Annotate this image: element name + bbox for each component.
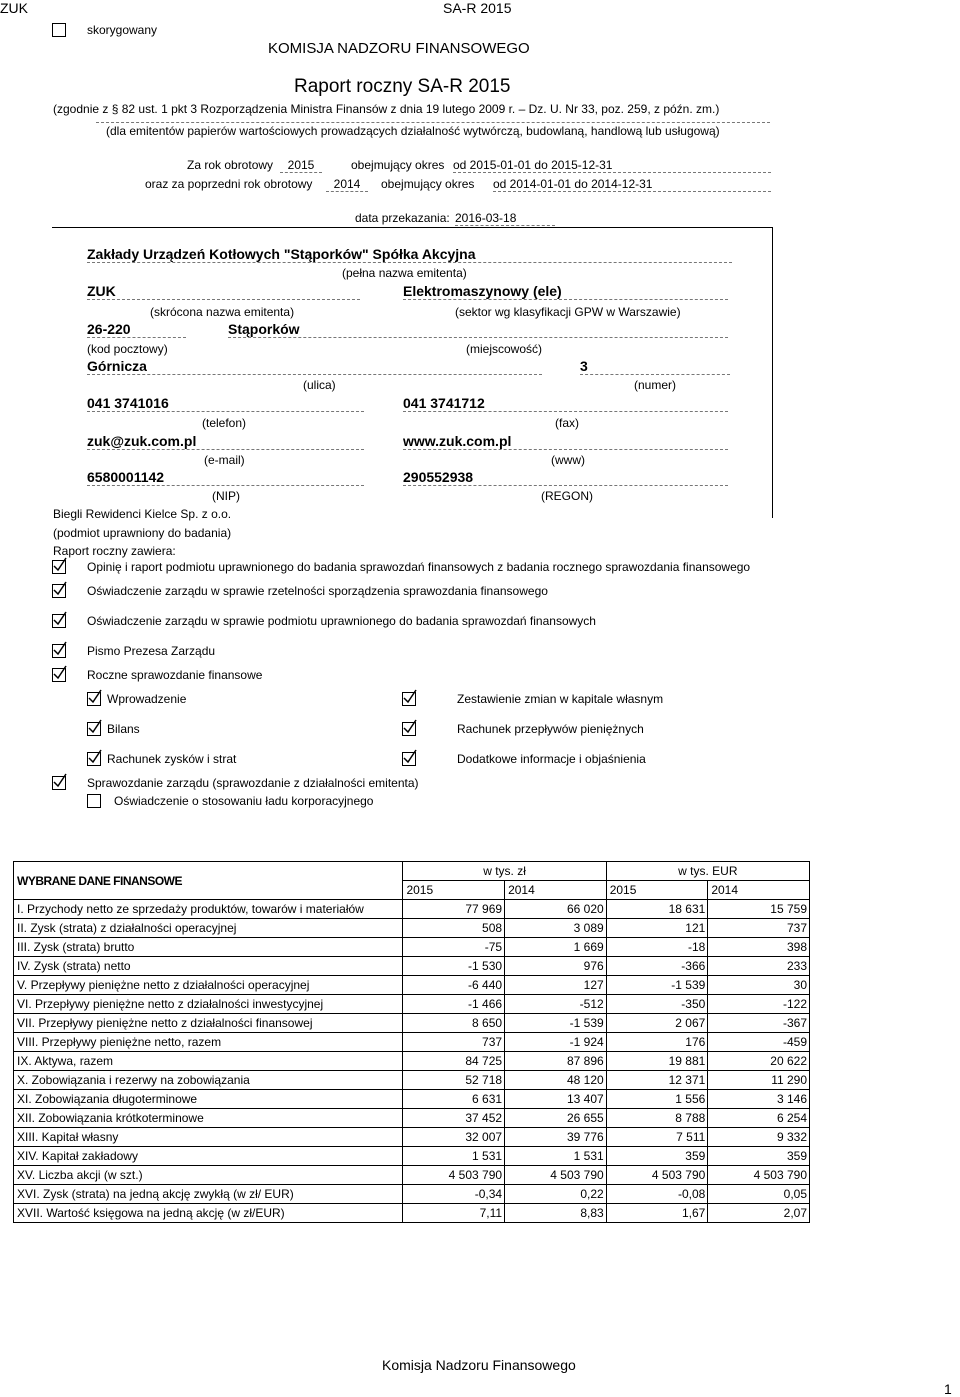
- street-number: 3: [580, 358, 730, 375]
- unit-eur: w tys. EUR: [606, 862, 809, 881]
- row-value: 4 503 790: [403, 1166, 505, 1185]
- row-value: 8 650: [403, 1014, 505, 1033]
- table-row: [14, 1185, 810, 1204]
- footer-authority: Komisja Nadzoru Finansowego: [382, 1357, 576, 1373]
- page-number: 1: [944, 1381, 952, 1397]
- row-value: -0,34: [403, 1185, 505, 1204]
- checkbox-reliability-statement[interactable]: [52, 584, 66, 598]
- row-value: 176: [606, 1033, 708, 1052]
- checkbox-governance-statement[interactable]: [87, 794, 101, 808]
- row-label: VIII. Przepływy pieniężne netto, razem: [14, 1033, 403, 1052]
- row-value: 7,11: [403, 1204, 505, 1223]
- current-covering-label: obejmujący okres: [351, 158, 445, 172]
- row-value: -18: [606, 938, 708, 957]
- checkbox-audit-opinion[interactable]: [52, 560, 66, 574]
- row-value: 1,67: [606, 1204, 708, 1223]
- row-value: 87 896: [505, 1052, 607, 1071]
- checkbox-annual-statements[interactable]: [52, 668, 66, 682]
- row-value: 121: [606, 919, 708, 938]
- item-annual-statements: Roczne sprawozdanie finansowe: [87, 668, 263, 682]
- current-year-label: Za rok obrotowy: [187, 158, 274, 172]
- row-value: 20 622: [708, 1052, 810, 1071]
- item-equity-changes: Zestawienie zmian w kapitale własnym: [457, 692, 664, 706]
- nip-caption: (NIP): [212, 489, 240, 503]
- row-value: 84 725: [403, 1052, 505, 1071]
- current-range: od 2015-01-01 do 2015-12-31: [453, 158, 771, 173]
- issuer-short-name: ZUK: [87, 283, 360, 300]
- item-audit-opinion: Opinię i raport podmiotu uprawnionego do badania sprawozdań finansowych z badania rocznego sprawozdania finansowego: [87, 560, 751, 574]
- table-row: [14, 957, 810, 976]
- submission-date: 2016-03-18: [455, 211, 555, 226]
- website[interactable]: www.zuk.com.pl: [403, 433, 728, 450]
- row-value: 18 631: [606, 900, 708, 919]
- email-caption: (e-mail): [204, 453, 245, 467]
- row-value: -1 924: [505, 1033, 607, 1052]
- postal-code: 26-220: [87, 321, 186, 338]
- row-value: 2 067: [606, 1014, 708, 1033]
- row-value: -1 539: [606, 976, 708, 995]
- year-header: 2014: [505, 881, 607, 900]
- authority-heading: KOMISJA NADZORU FINANSOWEGO: [268, 40, 530, 57]
- row-value: 1 531: [505, 1147, 607, 1166]
- phone-caption: (telefon): [202, 416, 247, 430]
- row-value: -0,08: [606, 1185, 708, 1204]
- row-value: -1 539: [505, 1014, 607, 1033]
- checkbox-introduction[interactable]: [87, 692, 101, 706]
- row-value: -350: [606, 995, 708, 1014]
- auditor-caption: (podmiot uprawniony do badania): [53, 526, 232, 540]
- issuer-sector: Elektromaszynowy (ele): [403, 283, 728, 300]
- street-caption: (ulica): [303, 378, 336, 392]
- row-label: IV. Zysk (strata) netto: [14, 957, 403, 976]
- row-label: XVII. Wartość księgowa na jedną akcję (w zł/EUR): [14, 1204, 403, 1223]
- row-value: 6 254: [708, 1109, 810, 1128]
- row-value: 976: [505, 957, 607, 976]
- table-row: [14, 1204, 810, 1223]
- row-label: III. Zysk (strata) brutto: [14, 938, 403, 957]
- table-row: [14, 995, 810, 1014]
- legal-basis: (zgodnie z § 82 ust. 1 pkt 3 Rozporządzenia Ministra Finansów z dnia 19 lutego 2009 r. – Dz. U. Nr 33, poz. 259, z późn. zm.): [53, 102, 720, 116]
- financial-data-table: [13, 861, 810, 1223]
- row-value: 398: [708, 938, 810, 957]
- regon-caption: (REGON): [541, 489, 593, 503]
- row-value: 8,83: [505, 1204, 607, 1223]
- previous-covering-label: obejmujący okres: [381, 177, 475, 191]
- city-caption: (miejscowość): [466, 342, 543, 356]
- full-name-caption: (pełna nazwa emitenta): [342, 266, 467, 280]
- row-value: -1 530: [403, 957, 505, 976]
- row-label: XI. Zobowiązania długoterminowe: [14, 1090, 403, 1109]
- row-value: 11 290: [708, 1071, 810, 1090]
- row-label: IX. Aktywa, razem: [14, 1052, 403, 1071]
- year-header: 2015: [403, 881, 505, 900]
- nip: 6580001142: [87, 469, 364, 486]
- postal-code-caption: (kod pocztowy): [87, 342, 168, 356]
- table-row: [14, 1166, 810, 1185]
- checkbox-auditor-statement[interactable]: [52, 614, 66, 628]
- row-label: XV. Liczba akcji (w szt.): [14, 1166, 403, 1185]
- current-year: 2015: [280, 158, 322, 173]
- row-value: 19 881: [606, 1052, 708, 1071]
- row-value: 30: [708, 976, 810, 995]
- row-value: 1 556: [606, 1090, 708, 1109]
- item-reliability-statement: Oświadczenie zarządu w sprawie rzetelności sporządzenia sprawozdania finansowego: [87, 584, 548, 598]
- row-label: I. Przychody netto ze sprzedaży produktów, towarów i materiałów: [14, 900, 403, 919]
- row-value: -512: [505, 995, 607, 1014]
- table-row: [14, 1033, 810, 1052]
- regon: 290552938: [403, 469, 728, 486]
- previous-year: 2014: [326, 177, 368, 192]
- table-row: [14, 1014, 810, 1033]
- row-value: 13 407: [505, 1090, 607, 1109]
- email[interactable]: zuk@zuk.com.pl: [87, 433, 364, 450]
- row-value: 48 120: [505, 1071, 607, 1090]
- table-row: [14, 1109, 810, 1128]
- row-value: -366: [606, 957, 708, 976]
- row-value: 32 007: [403, 1128, 505, 1147]
- row-value: 39 776: [505, 1128, 607, 1147]
- row-value: 2,07: [708, 1204, 810, 1223]
- contents-label: Raport roczny zawiera:: [53, 544, 176, 558]
- row-label: XII. Zobowiązania krótkoterminowe: [14, 1109, 403, 1128]
- row-value: 359: [606, 1147, 708, 1166]
- row-label: VII. Przepływy pieniężne netto z działalności finansowej: [14, 1014, 403, 1033]
- item-management-report: Sprawozdanie zarządu (sprawozdanie z działalności emitenta): [87, 776, 419, 790]
- table-row: [14, 938, 810, 957]
- row-value: 52 718: [403, 1071, 505, 1090]
- previous-range: od 2014-01-01 do 2014-12-31: [493, 177, 771, 192]
- item-governance-statement: Oświadczenie o stosowaniu ładu korporacyjnego: [114, 794, 374, 808]
- table-row: [14, 1090, 810, 1109]
- row-value: 3 146: [708, 1090, 810, 1109]
- item-cash-flow: Rachunek przepływów pieniężnych: [457, 722, 644, 736]
- row-value: 4 503 790: [708, 1166, 810, 1185]
- year-header: 2014: [708, 881, 810, 900]
- sector-caption: (sektor wg klasyfikacji GPW w Warszawie): [455, 305, 681, 319]
- row-value: 233: [708, 957, 810, 976]
- row-value: -6 440: [403, 976, 505, 995]
- table-row: [14, 1052, 810, 1071]
- row-value: 1 669: [505, 938, 607, 957]
- checkbox-notes[interactable]: [402, 752, 416, 766]
- row-value: -367: [708, 1014, 810, 1033]
- row-value: 6 631: [403, 1090, 505, 1109]
- row-value: 4 503 790: [505, 1166, 607, 1185]
- auditor: Biegli Rewidenci Kielce Sp. z o.o.: [53, 507, 232, 521]
- table-row: [14, 900, 810, 919]
- item-introduction: Wprowadzenie: [107, 692, 187, 706]
- row-value: 0,05: [708, 1185, 810, 1204]
- corrected-checkbox[interactable]: [52, 23, 66, 37]
- year-header: 2015: [606, 881, 708, 900]
- row-value: 4 503 790: [606, 1166, 708, 1185]
- row-label: VI. Przepływy pieniężne netto z działalności inwestycyjnej: [14, 995, 403, 1014]
- row-value: -122: [708, 995, 810, 1014]
- unit-pln: w tys. zł: [403, 862, 606, 881]
- row-value: 1 531: [403, 1147, 505, 1166]
- report-title: Raport roczny SA-R 2015: [294, 76, 511, 97]
- row-value: 737: [708, 919, 810, 938]
- corrected-label: skorygowany: [87, 23, 158, 37]
- row-label: XVI. Zysk (strata) na jedną akcję zwykłą (w zł/ EUR): [14, 1185, 403, 1204]
- number-caption: (numer): [634, 378, 677, 392]
- row-value: 127: [505, 976, 607, 995]
- row-value: 508: [403, 919, 505, 938]
- row-label: XIII. Kapitał własny: [14, 1128, 403, 1147]
- row-value: 7 511: [606, 1128, 708, 1147]
- row-label: V. Przepływy pieniężne netto z działalności operacyjnej: [14, 976, 403, 995]
- table-row: [14, 1071, 810, 1090]
- row-value: -1 466: [403, 995, 505, 1014]
- row-value: -459: [708, 1033, 810, 1052]
- checkbox-cash-flow[interactable]: [402, 722, 416, 736]
- table-row: [14, 919, 810, 938]
- item-notes: Dodatkowe informacje i objaśnienia: [457, 752, 646, 766]
- table-row: [14, 976, 810, 995]
- header-left: ZUK: [0, 0, 28, 16]
- row-value: 37 452: [403, 1109, 505, 1128]
- row-label: X. Zobowiązania i rezerwy na zobowiązania: [14, 1071, 403, 1090]
- city: Stąporków: [228, 321, 728, 338]
- row-value: -75: [403, 938, 505, 957]
- row-value: 737: [403, 1033, 505, 1052]
- row-value: 0,22: [505, 1185, 607, 1204]
- table-row: [14, 1128, 810, 1147]
- issuer-scope: (dla emitentów papierów wartościowych prowadzących działalność wytwórczą, budowlaną, handlową lub usługową): [106, 124, 720, 138]
- checkbox-equity-changes[interactable]: [402, 692, 416, 706]
- header-center: SA-R 2015: [443, 0, 512, 16]
- item-president-letter: Pismo Prezesa Zarządu: [87, 644, 216, 658]
- previous-year-label: oraz za poprzedni rok obrotowy: [145, 177, 313, 191]
- fax-caption: (fax): [555, 416, 579, 430]
- row-label: II. Zysk (strata) z działalności operacyjnej: [14, 919, 403, 938]
- issuer-full-name: Zakłady Urządzeń Kotłowych "Stąporków" Spółka Akcyjna: [87, 246, 732, 263]
- row-value: 8 788: [606, 1109, 708, 1128]
- www-caption: (www): [551, 453, 585, 467]
- street: Górnicza: [87, 358, 542, 375]
- checkbox-income-statement[interactable]: [87, 752, 101, 766]
- row-value: 66 020: [505, 900, 607, 919]
- phone: 041 3741016: [87, 395, 364, 412]
- checkbox-president-letter[interactable]: [52, 644, 66, 658]
- short-name-caption: (skrócona nazwa emitenta): [150, 305, 295, 319]
- table-row: [14, 1147, 810, 1166]
- financial-table-title: WYBRANE DANE FINANSOWE: [14, 862, 403, 900]
- row-value: 12 371: [606, 1071, 708, 1090]
- row-value: 3 089: [505, 919, 607, 938]
- checkbox-management-report[interactable]: [52, 776, 66, 790]
- row-value: 26 655: [505, 1109, 607, 1128]
- item-balance-sheet: Bilans: [107, 722, 140, 736]
- item-income-statement: Rachunek zysków i strat: [107, 752, 237, 766]
- row-value: 9 332: [708, 1128, 810, 1147]
- checkbox-balance-sheet[interactable]: [87, 722, 101, 736]
- row-value: 359: [708, 1147, 810, 1166]
- row-value: 77 969: [403, 900, 505, 919]
- fax: 041 3741712: [403, 395, 728, 412]
- submission-label: data przekazania:: [355, 211, 450, 225]
- row-label: XIV. Kapitał zakładowy: [14, 1147, 403, 1166]
- row-value: 15 759: [708, 900, 810, 919]
- item-auditor-statement: Oświadczenie zarządu w sprawie podmiotu uprawnionego do badania sprawozdań finansowych: [87, 614, 596, 628]
